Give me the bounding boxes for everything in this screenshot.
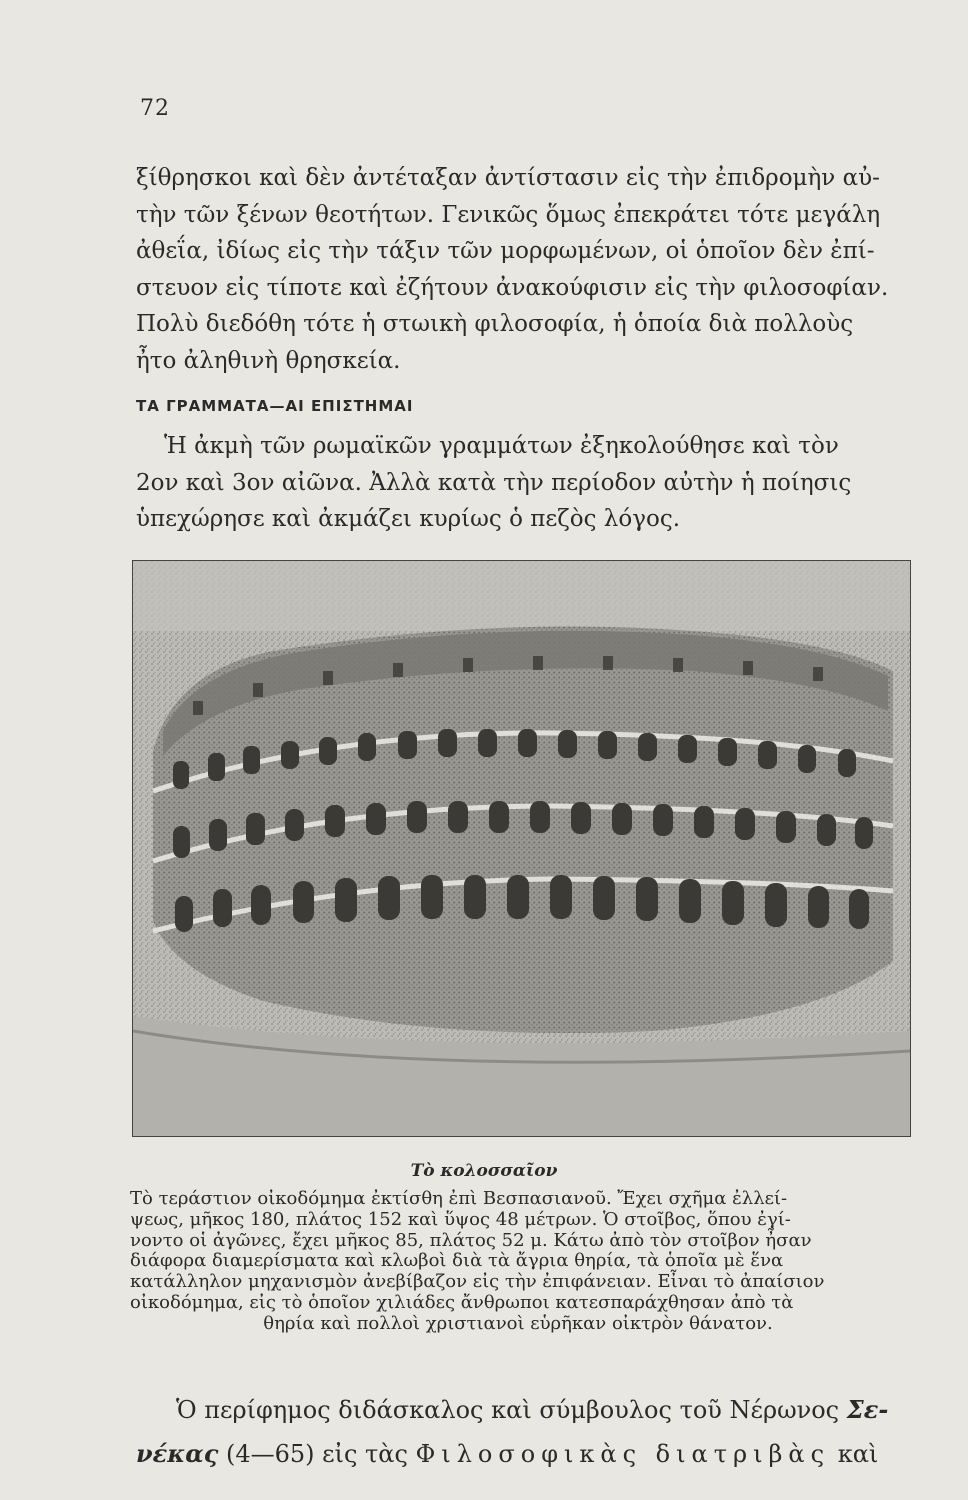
paragraph-line: ἦτο ἀληθινὴ θρησκεία. [136,347,401,374]
page-number: 72 [140,96,170,121]
paragraph-2 [136,428,908,538]
paragraph-line: ὑπεχώρησε καὶ ἀκμάζει κυρίως ὁ πεζὸς λόγος. [136,506,681,532]
seneca-name-start: Σε- [846,1395,889,1424]
paragraph-line [136,1388,908,1432]
seneca-dates: (4—65) εἰς τὰς [225,1440,408,1468]
paragraph-1 [136,160,908,379]
caption-line: οἰκοδόμημα, εἰς τὸ ὁποῖον χιλιάδες ἄνθρωποι κατεσπαράχθησαν ἀπὸ τὰ [130,1291,794,1313]
paragraph-line: στευον εἰς τίποτε καὶ ἐζήτουν ἀνακούφισιν εἰς τὴν φιλοσοφίαν. [136,274,889,301]
caption-line: Τὸ τεράστιον οἰκοδόμημα ἐκτίσθη ἐπὶ Βεσπασιανοῦ. Ἔχει σχῆμα ἐλλεί- [130,1188,788,1209]
paragraph-text: Ὁ περίφημος διδάσκαλος καὶ σύμβουλος τοῦ Νέρωνος [176,1396,840,1424]
caption-line: διάφορα διαμερίσματα καὶ κλωβοὶ διὰ τὰ ἄγρια θηρία, τὰ ὁποῖα μὲ ἕνα [130,1250,784,1272]
paragraph-line: ξίθρησκοι καὶ δὲν ἀντέταξαν ἀντίστασιν εἰς τὴν ἐπιδρομὴν αὐ- [136,165,880,191]
colosseum-photo [132,560,911,1137]
paragraph-line: 2ον καὶ 3ον αἰῶνα. Ἀλλὰ κατὰ τὴν περίοδον αὐτὴν ἡ ποίησις [136,469,852,496]
paragraph-3 [136,1388,908,1476]
caption-line: κατάλληλον μηχανισμὸν ἀνεβίβαζον εἰς τὴν ἐπιφάνειαν. Εἶναι τὸ ἀπαίσιον [130,1271,825,1293]
work-title: Φιλοσοφικὰς διατριβὰς [415,1440,831,1468]
section-heading: ΤΑ ΓΡΑΜΜΑΤΑ—ΑΙ ΕΠΙΣΤΗΜΑΙ [136,397,414,415]
colosseum-illustration [133,561,910,1136]
caption-line: θηρία καὶ πολλοὶ χριστιανοὶ εὑρῆκαν οἰκτρὸν θάνατον. [263,1312,773,1334]
paragraph-line: Πολὺ διεδόθη τότε ἡ στωικὴ φιλοσοφία, ἡ ὁποία διὰ πολλοὺς [136,311,854,337]
paragraph-line: Ἡ ἀκμὴ τῶν ρωμαϊκῶν γραμμάτων ἐξηκολούθησε καὶ τὸν [164,433,839,459]
paragraph-line: ἀθεΐα, ἰδίως εἰς τὴν τάξιν τῶν μορφωμένων, οἱ ὁποῖον δὲν ἐπί- [136,238,875,264]
figure-caption [130,1189,906,1335]
paragraph-line: τὴν τῶν ξένων θεοτήτων. Γενικῶς ὅμως ἐπεκράτει τότε μεγάλη [136,201,881,228]
paragraph-line [136,1432,908,1476]
seneca-name-end: νέκας [136,1439,219,1468]
caption-line: νοντο οἱ ἀγῶνες, ἔχει μῆκος 85, πλάτος 52 μ. Κάτω ἀπὸ τὸν στοῖβον ἦσαν [130,1229,812,1251]
figure-title: Τὸ κολοσσαῖον [410,1161,558,1181]
caption-line: ψεως, μῆκος 180, πλάτος 152 καὶ ὕψος 48 μέτρων. Ὁ στοῖβος, ὅπου ἐγί- [130,1208,791,1230]
paragraph-text: καὶ [837,1440,879,1468]
